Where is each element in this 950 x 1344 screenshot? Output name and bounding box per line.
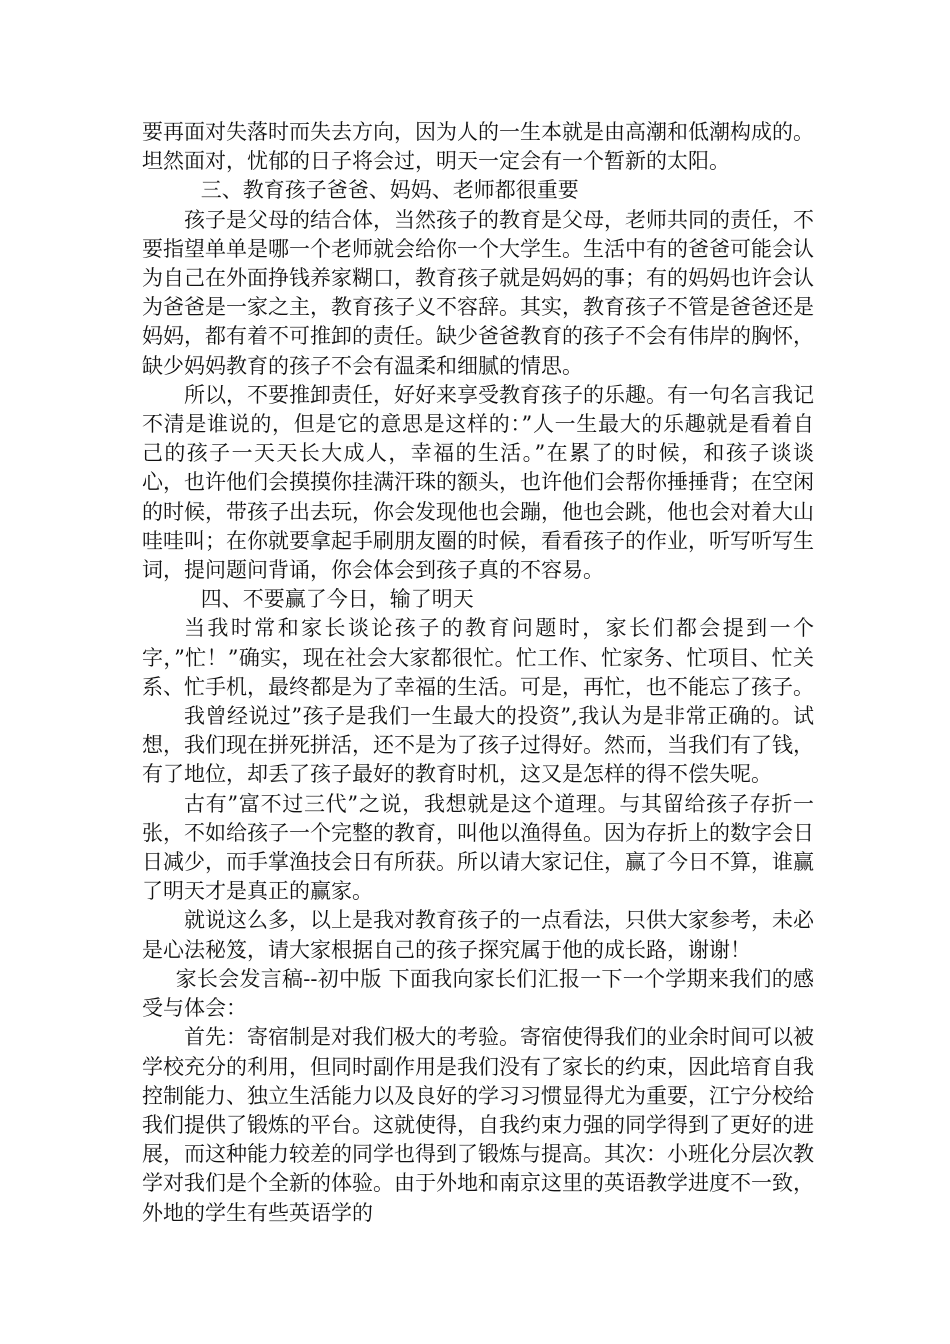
paragraph: 孩子是父母的结合体，当然孩子的教育是父母，老师共同的责任，不要指望单单是哪一个老师就会给你一个大学生。生活中有的爸爸可能会认为自己在外面挣钱养家糊口，教育孩子就是妈妈的事；有的妈妈也许会认为爸爸是一家之主，教育孩子义不容辞。其实，教育孩子不管是爸爸还是妈妈，都有着不可推卸的责任。缺少爸爸教育的孩子不会有伟岸的胸怀，缺少妈妈教育的孩子不会有温柔和细腻的情思。 xyxy=(142,207,814,378)
paragraph: 就说这么多，以上是我对教育孩子的一点看法，只供大家参考，未必是心法秘笈，请大家根据自己的孩子探究属于他的成长路，谢谢！ xyxy=(142,908,814,962)
paragraph: 所以，不要推卸责任，好好来享受教育孩子的乐趣。有一句名言我记不清是谁说的，但是它的意思是这样的：”人一生最大的乐趣就是看着自己的孩子一天天长大成人，幸福的生活。”在累了的时候，和孩子谈谈心，也许他们会摸摸你挂满汗珠的额头，也许他们会帮你捶捶背；在空闲的时候，带孩子出去玩，你会发现他也会蹦，他也会跳，他也会对着大山哇哇叫；在你就要拿起手刷朋友圈的时候，看看孩子的作业，听写听写生词，提问题问背诵，你会体会到孩子真的不容易。 xyxy=(142,382,814,583)
paragraph: 当我时常和家长谈论孩子的教育问题时，家长们都会提到一个字，”忙！”确实，现在社会大家都很忙。忙工作、忙家务、忙项目、忙关系、忙手机，最终都是为了幸福的生活。可是，再忙，也不能忘了孩子。 xyxy=(142,616,814,699)
paragraph: 首先：寄宿制是对我们极大的考验。寄宿使得我们的业余时间可以被学校充分的利用，但同时副作用是我们没有了家长的约束，因此培育自我控制能力、独立生活能力以及良好的学习习惯显得尤为重要，江宁分校给我们提供了锻炼的平台。这就使得，自我约束力强的同学得到了更好的进展，而这种能力较差的同学也得到了锻炼与提高。其次：小班化分层次教学对我们是个全新的体验。由于外地和南京这里的英语教学进度不一致，外地的学生有些英语学的 xyxy=(142,1025,814,1225)
paragraph: 古有”富不过三代”之说，我想就是这个道理。与其留给孩子存折一张，不如给孩子一个完整的教育，叫他以渔得鱼。因为存折上的数字会日日减少，而手掌渔技会日有所获。所以请大家记住，赢了今日不算，谁赢了明天才是真正的赢家。 xyxy=(142,791,814,904)
paragraph-closing-previous: 要再面对失落时而失去方向，因为人的一生本就是由高潮和低潮构成的。坦然面对，忧郁的日子将会过，明天一定会有一个暂新的太阳。 xyxy=(142,120,814,174)
section-heading-3: 三、教育孩子爸爸、妈妈、老师都很重要 xyxy=(200,178,579,203)
section-heading-4: 四、不要赢了今日，输了明天 xyxy=(200,587,474,612)
paragraph: 我曾经说过”孩子是我们一生最大的投资”,我认为是非常正确的。试想，我们现在拼死拼活，还不是为了孩子过得好。然而，当我们有了钱，有了地位，却丢了孩子最好的教育时机，这又是怎样的得不偿失呢。 xyxy=(142,704,814,787)
document-page xyxy=(142,118,814,1228)
paragraph-speech-title: 家长会发言稿--初中版 下面我向家长们汇报一下一个学期来我们的感受与体会： xyxy=(142,966,814,1021)
